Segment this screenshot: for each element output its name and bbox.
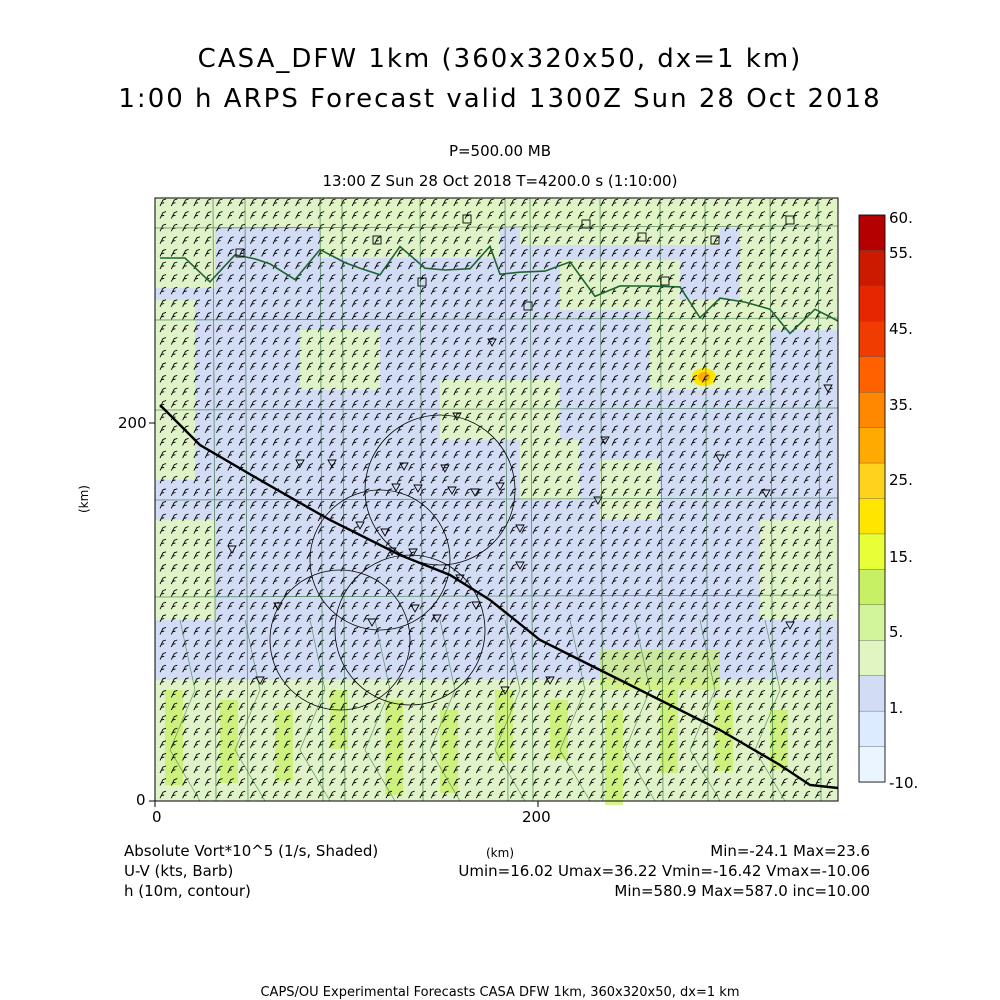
- field2-stats: Umin=16.02 Umax=36.22 Vmin=-16.42 Vmax=-10.06: [458, 862, 870, 880]
- colorbar-swatch: [859, 747, 885, 783]
- field3-label: h (10m, contour): [124, 882, 251, 900]
- valid-time-label: 13:00 Z Sun 28 Oct 2018 T=4200.0 s (1:10:00): [322, 172, 678, 190]
- colorbar: [859, 215, 885, 782]
- vorticity-patch: [520, 440, 580, 500]
- colorbar-swatch: [859, 676, 885, 712]
- field3-stats: Min=580.9 Max=587.0 inc=10.00: [614, 882, 870, 900]
- colorbar-swatch: [859, 286, 885, 322]
- colorbar-label-35: 35.: [889, 396, 913, 414]
- x-axis-label: (km): [486, 846, 515, 860]
- y-tick-0: 0: [136, 791, 146, 809]
- y-axis-label: (km): [77, 484, 92, 514]
- y-tick-200: 200: [118, 414, 147, 432]
- vorticity-streak: [600, 650, 720, 690]
- colorbar-swatch: [859, 463, 885, 499]
- vorticity-patch: [600, 460, 660, 520]
- vorticity-patch: [520, 205, 720, 245]
- vorticity-streak: [385, 700, 403, 795]
- colorbar-label-minus10: -10.: [889, 774, 919, 792]
- vorticity-shading: [155, 198, 838, 805]
- colorbar-label-5: 5.: [889, 623, 904, 641]
- field1-label: Absolute Vort*10^5 (1/s, Shaded): [124, 842, 379, 860]
- title-line-1: CASA_DFW 1km (360x320x50, dx=1 km): [197, 44, 803, 74]
- vorticity-patch: [300, 330, 380, 390]
- vorticity-patch: [740, 200, 838, 330]
- colorbar-swatch: [859, 357, 885, 393]
- vorticity-patch: [155, 300, 195, 480]
- field2-label: U-V (kts, Barb): [124, 862, 234, 880]
- vorticity-streak: [495, 690, 513, 761]
- x-tick-0: 0: [152, 808, 162, 826]
- field1-stats: Min=-24.1 Max=23.6: [710, 842, 870, 860]
- colorbar-swatch: [859, 250, 885, 286]
- colorbar-swatch: [859, 499, 885, 535]
- colorbar-label-25: 25.: [889, 471, 913, 489]
- colorbar-label-55: 55.: [889, 244, 913, 262]
- colorbar-swatch: [859, 534, 885, 570]
- colorbar-label-60: 60.: [889, 209, 913, 227]
- colorbar-swatch: [859, 215, 885, 251]
- colorbar-swatch: [859, 428, 885, 464]
- pressure-level-label: P=500.00 MB: [448, 142, 552, 160]
- x-tick-200: 200: [522, 808, 551, 826]
- colorbar-swatch: [859, 605, 885, 641]
- vorticity-streak: [275, 710, 293, 781]
- colorbar-swatch: [859, 321, 885, 357]
- title-line-2: 1:00 h ARPS Forecast valid 1300Z Sun 28 Oct 2018: [118, 84, 882, 114]
- colorbar-swatch: [859, 392, 885, 428]
- colorbar-swatch: [859, 569, 885, 605]
- colorbar-label-15: 15.: [889, 548, 913, 566]
- colorbar-swatch: [859, 640, 885, 676]
- vorticity-max-core: [698, 372, 710, 382]
- footer-credit: CAPS/OU Experimental Forecasts CASA DFW 1km, 360x320x50, dx=1 km: [260, 985, 740, 1000]
- colorbar-label-45: 45.: [889, 320, 913, 338]
- colorbar-label-1: 1.: [889, 699, 904, 717]
- colorbar-swatch: [859, 711, 885, 747]
